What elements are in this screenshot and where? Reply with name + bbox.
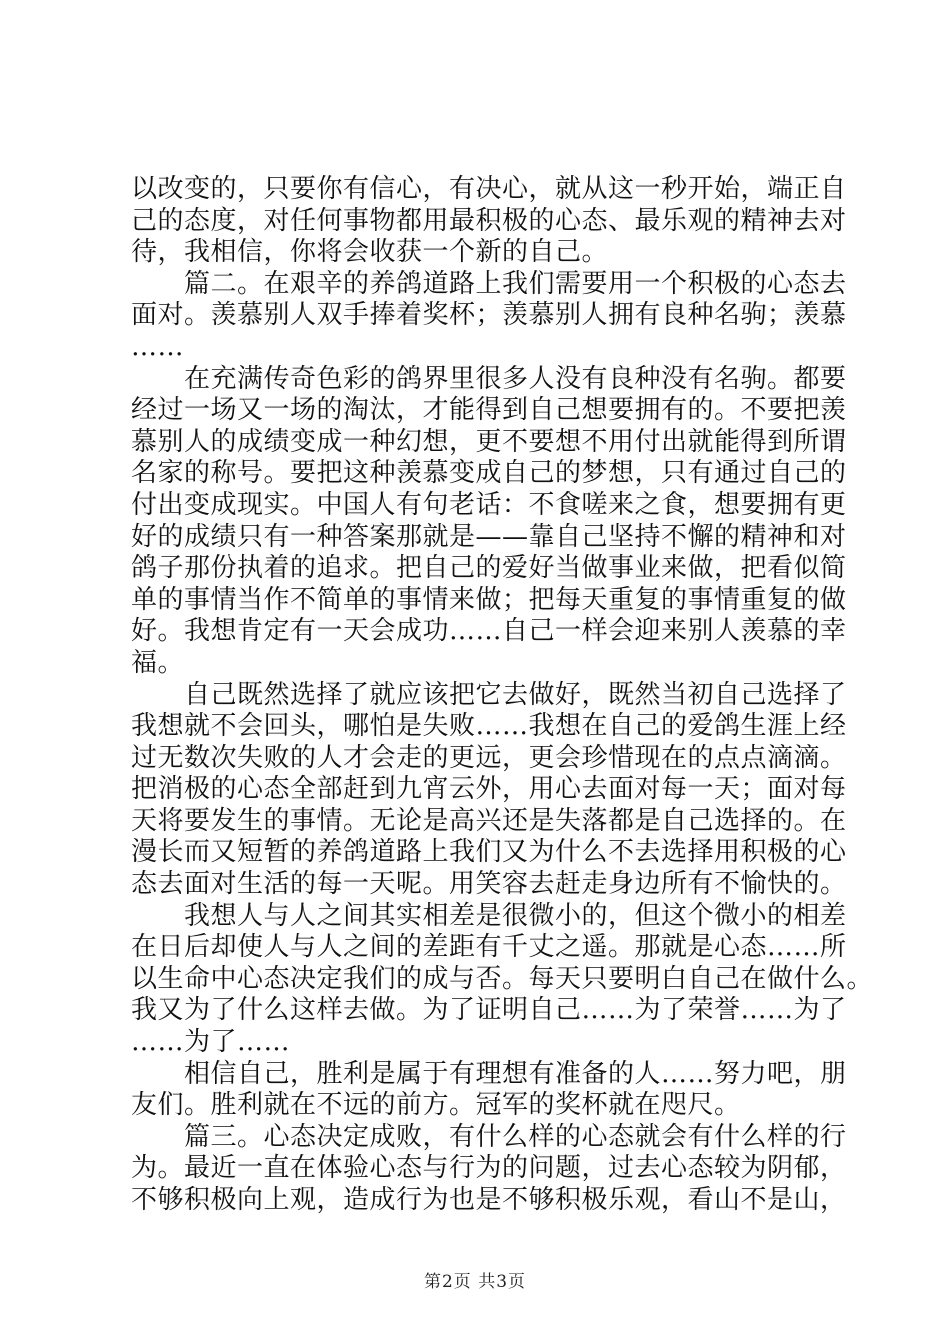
text-line: ……	[131, 331, 184, 362]
text-line: 单的事情当作不简单的事情来做；把每天重复的事情重复的做	[131, 584, 847, 615]
text-line: 篇二。在艰辛的养鸽道路上我们需要用一个积极的心态去	[131, 268, 847, 299]
text-line: 好的成绩只有一种答案那就是——靠自己坚持不懈的精神和对	[131, 521, 847, 552]
text-line: 过无数次失败的人才会走的更远，更会珍惜现在的点点滴滴。	[131, 742, 847, 773]
text-line: 天将要发生的事情。无论是高兴还是失落都是自己选择的。在	[131, 805, 847, 836]
text-line: 在日后却使人与人之间的差距有千丈之遥。那就是心态……所	[131, 932, 847, 963]
text-line: 慕别人的成绩变成一种幻想，更不要想不用付出就能得到所谓	[131, 426, 847, 457]
text-line: 在充满传奇色彩的鸽界里很多人没有良种没有名驹。都要	[131, 363, 847, 394]
text-line: 态去面对生活的每一天呢。用笑容去赶走身边所有不愉快的。	[131, 869, 847, 900]
text-line: 漫长而又短暂的养鸽道路上我们又为什么不去选择用积极的心	[131, 837, 847, 868]
text-line: 以生命中心态决定我们的成与否。每天只要明白自己在做什么。	[131, 963, 874, 994]
text-line: 篇三。心态决定成败，有什么样的心态就会有什么样的行	[131, 1121, 847, 1152]
text-line: 我想就不会回头，哪怕是失败……我想在自己的爱鸽生涯上经	[131, 711, 847, 742]
text-line: 付出变成现实。中国人有句老话：不食嗟来之食，想要拥有更	[131, 489, 847, 520]
text-line: ……为了……	[131, 1027, 291, 1058]
text-line: 待，我相信，你将会收获一个新的自己。	[131, 237, 609, 268]
text-line: 为。最近一直在体验心态与行为的问题，过去心态较为阴郁，	[131, 1153, 847, 1184]
text-line: 相信自己，胜利是属于有理想有准备的人……努力吧，朋	[131, 1058, 847, 1089]
text-line: 友们。胜利就在不远的前方。冠军的奖杯就在咫尺。	[131, 1090, 741, 1121]
text-line: 不够积极向上观，造成行为也是不够积极乐观，看山不是山，	[131, 1185, 847, 1215]
text-line: 鸽子那份执着的追求。把自己的爱好当做事业来做，把看似简	[131, 553, 847, 584]
text-line: 我又为了什么这样去做。为了证明自己……为了荣誉……为了	[131, 995, 847, 1026]
text-line: 自己既然选择了就应该把它去做好，既然当初自己选择了	[131, 679, 847, 710]
text-line: 面对。羡慕别人双手捧着奖杯；羡慕别人拥有良种名驹；羡慕	[131, 300, 847, 331]
text-line: 我想人与人之间其实相差是很微小的，但这个微小的相差	[131, 900, 847, 931]
text-line: 把消极的心态全部赶到九宵云外，用心去面对每一天；面对每	[131, 774, 847, 805]
text-line: 好。我想肯定有一天会成功……自己一样会迎来别人羡慕的幸	[131, 616, 847, 647]
text-line: 福。	[131, 647, 185, 678]
text-line: 己的态度，对任何事物都用最积极的心态、最乐观的精神去对	[131, 205, 847, 236]
text-line: 以改变的，只要你有信心，有决心，就从这一秒开始，端正自	[131, 174, 847, 204]
page-footer: 第2页 共3页	[423, 1272, 527, 1292]
text-line: 经过一场又一场的淘汰，才能得到自己想要拥有的。不要把羡	[131, 395, 847, 426]
text-line: 名家的称号。要把这种羡慕变成自己的梦想，只有通过自己的	[131, 458, 847, 489]
document-body	[131, 174, 874, 1217]
